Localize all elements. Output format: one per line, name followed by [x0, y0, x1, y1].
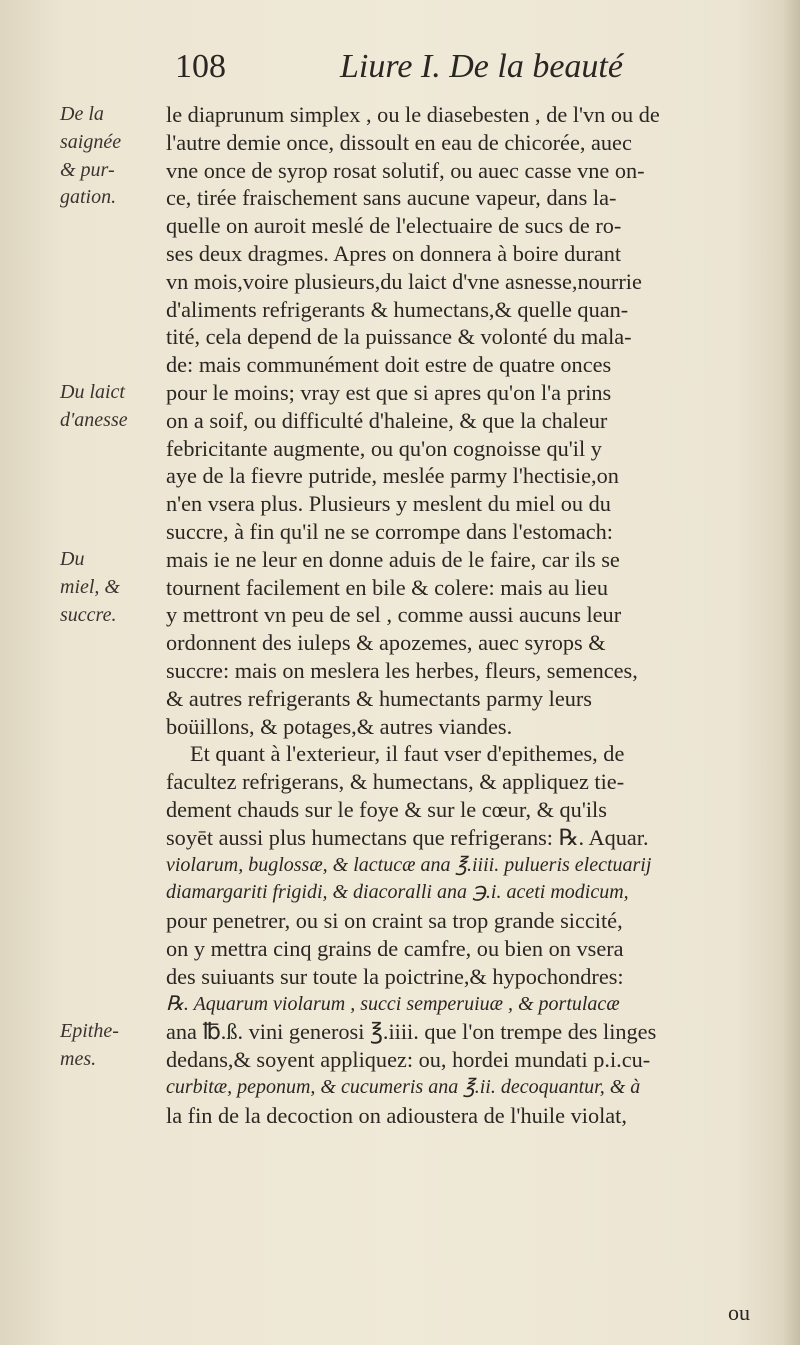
text-line: diamargariti frigidi, & diacoralli ana ℈.i. aceti modicum,: [166, 881, 629, 904]
margin-note-miel: [60, 546, 160, 629]
text-line: aye de la fievre putride, meslée parmy l'hectisie,on: [166, 463, 619, 489]
text-line: tité, cela depend de la puissance & volonté du mala-: [166, 324, 632, 350]
text-line: y mettront vn peu de sel , comme aussi aucuns leur: [166, 602, 622, 628]
text-line: ses deux dragmes. Apres on donnera à boire durant: [166, 240, 622, 266]
text-line: ce, tirée fraischement sans aucune vapeur, dans la-: [166, 185, 617, 211]
margin-note-line: saignée: [60, 130, 122, 153]
text-line: pour penetrer, ou si on craint sa trop grande siccité,: [166, 908, 623, 934]
text-line: vn mois,voire plusieurs,du laict d'vne asnesse,nourrie: [166, 268, 642, 294]
running-title: Liure I. De la beauté: [340, 48, 623, 85]
page-header: [175, 48, 735, 98]
text-line: tournent facilement en bile & colere: mais au lieu: [166, 574, 609, 600]
margin-note-saignee: [60, 101, 160, 212]
text-line: l'autre demie once, dissoult en eau de chicorée, auec: [166, 129, 632, 155]
text-line: curbitæ, peponum, & cucumeris ana ℥.ii. decoquantur, & à: [166, 1075, 641, 1098]
page-edge-shadow: [782, 0, 800, 1345]
text-line: violarum, buglossæ, & lactucæ ana ℥.iiii. pulueris electuarij: [166, 853, 652, 876]
margin-note-line: & pur-: [60, 158, 115, 181]
page-number: 108: [175, 48, 226, 85]
text-line: dedans,& soyent appliquez: ou, hordei mundati p.i.cu-: [166, 1047, 651, 1073]
margin-note-line: Du: [60, 548, 85, 570]
margin-note-epithemes: [60, 1018, 160, 1074]
margin-note-line: mes.: [60, 1047, 97, 1070]
text-line: mais ie ne leur en donne aduis de le faire, car ils se: [166, 546, 620, 572]
text-line: soyēt aussi plus humectans que refrigerans: ℞. Aquar.: [166, 824, 649, 850]
margin-note-line: gation.: [60, 186, 117, 209]
text-line: boüillons, & potages,& autres viandes.: [166, 713, 513, 739]
margin-note-line: De la: [60, 103, 104, 125]
text-line: facultez refrigerans, & humectans, & appliquez tie-: [166, 769, 625, 795]
text-line: d'aliments refrigerants & humectans,& quelle quan-: [166, 296, 629, 322]
margin-note-laict: [60, 379, 160, 435]
text-line: dement chauds sur le foye & sur le cœur, & qu'ils: [166, 796, 607, 822]
text-line: on a soif, ou difficulté d'haleine, & que la chaleur: [166, 407, 608, 433]
text-line: on y mettra cinq grains de camfre, ou bien on vsera: [166, 935, 624, 961]
text-line: & autres refrigerants & humectants parmy leurs: [166, 685, 592, 711]
margin-note-line: d'anesse: [60, 408, 128, 431]
text-line: Et quant à l'exterieur, il faut vser d'epithemes, de: [190, 741, 625, 767]
text-line: n'en vsera plus. Plusieurs y meslent du miel ou du: [166, 491, 611, 517]
text-line: le diaprunum simplex , ou le diasebesten , de l'vn ou de: [166, 102, 660, 127]
text-line: succre: mais on meslera les herbes, fleurs, semences,: [166, 657, 638, 683]
text-line: la fin de la decoction on adioustera de l'huile violat,: [166, 1102, 627, 1128]
text-line: de: mais communément doit estre de quatre onces: [166, 352, 612, 378]
margin-note-line: Du laict: [60, 381, 125, 403]
text-line: ana ℔.ß. vini generosi ℥.iiii. que l'on trempe des linges: [166, 1019, 657, 1045]
body-text: [166, 101, 766, 1129]
text-line: des suiuants sur toute la poictrine,& hypochondres:: [166, 963, 624, 989]
margin-note-line: miel, &: [60, 575, 120, 598]
text-line: succre, à fin qu'il ne se corrompe dans l'estomach:: [166, 518, 614, 544]
text-line: quelle on auroit meslé de l'electuaire de sucs de ro-: [166, 213, 622, 239]
text-line: ordonnent des iuleps & apozemes, auec syrops &: [166, 630, 606, 656]
text-line: pour le moins; vray est que si apres qu'on l'a prins: [166, 379, 612, 405]
text-line: ℞. Aquarum violarum , succi semperuiuæ , & portulacæ: [166, 992, 620, 1015]
catchword: ou: [728, 1300, 750, 1325]
margin-note-line: Epithe-: [60, 1020, 119, 1042]
text-line: vne once de syrop rosat solutif, ou auec casse vne on-: [166, 157, 645, 183]
text-line: febricitante augmente, ou qu'on cognoisse qu'il y: [166, 435, 602, 461]
margin-note-line: succre.: [60, 603, 117, 626]
